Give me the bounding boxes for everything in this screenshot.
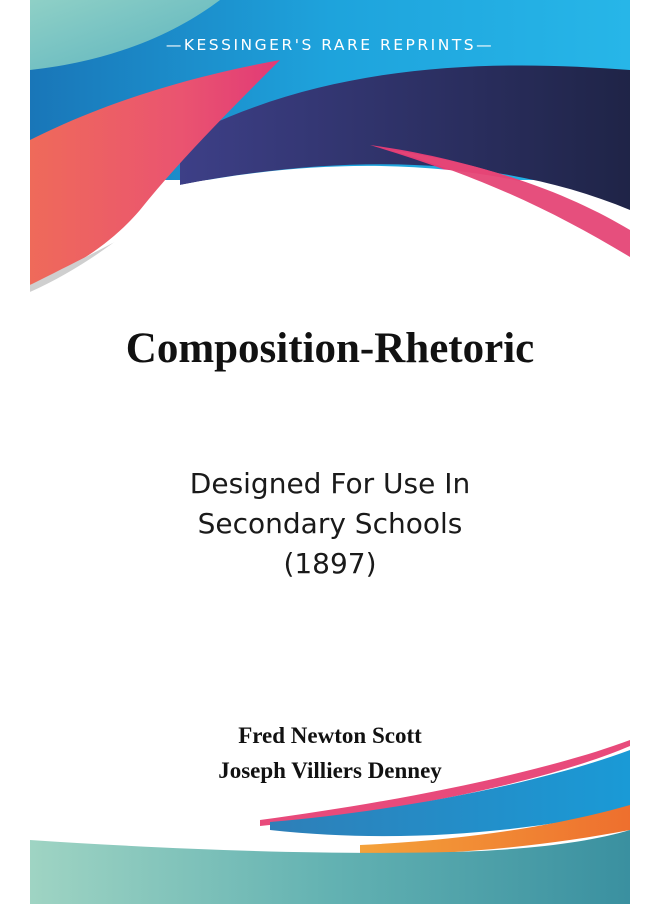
bottom-wave-decoration — [30, 730, 630, 904]
author-1: Fred Newton Scott — [238, 723, 422, 748]
subtitle-line-1: Designed For Use In — [189, 467, 471, 500]
book-cover — [30, 0, 630, 904]
publisher-banner: —KESSINGER'S RARE REPRINTS— — [165, 36, 495, 54]
subtitle-line-2: Secondary Schools — [197, 507, 463, 540]
author-2: Joseph Villiers Denney — [218, 758, 442, 783]
subtitle-line-3: (1897) — [283, 547, 377, 580]
book-title: Composition-Rhetoric — [125, 325, 535, 372]
book-subtitle — [30, 464, 630, 584]
